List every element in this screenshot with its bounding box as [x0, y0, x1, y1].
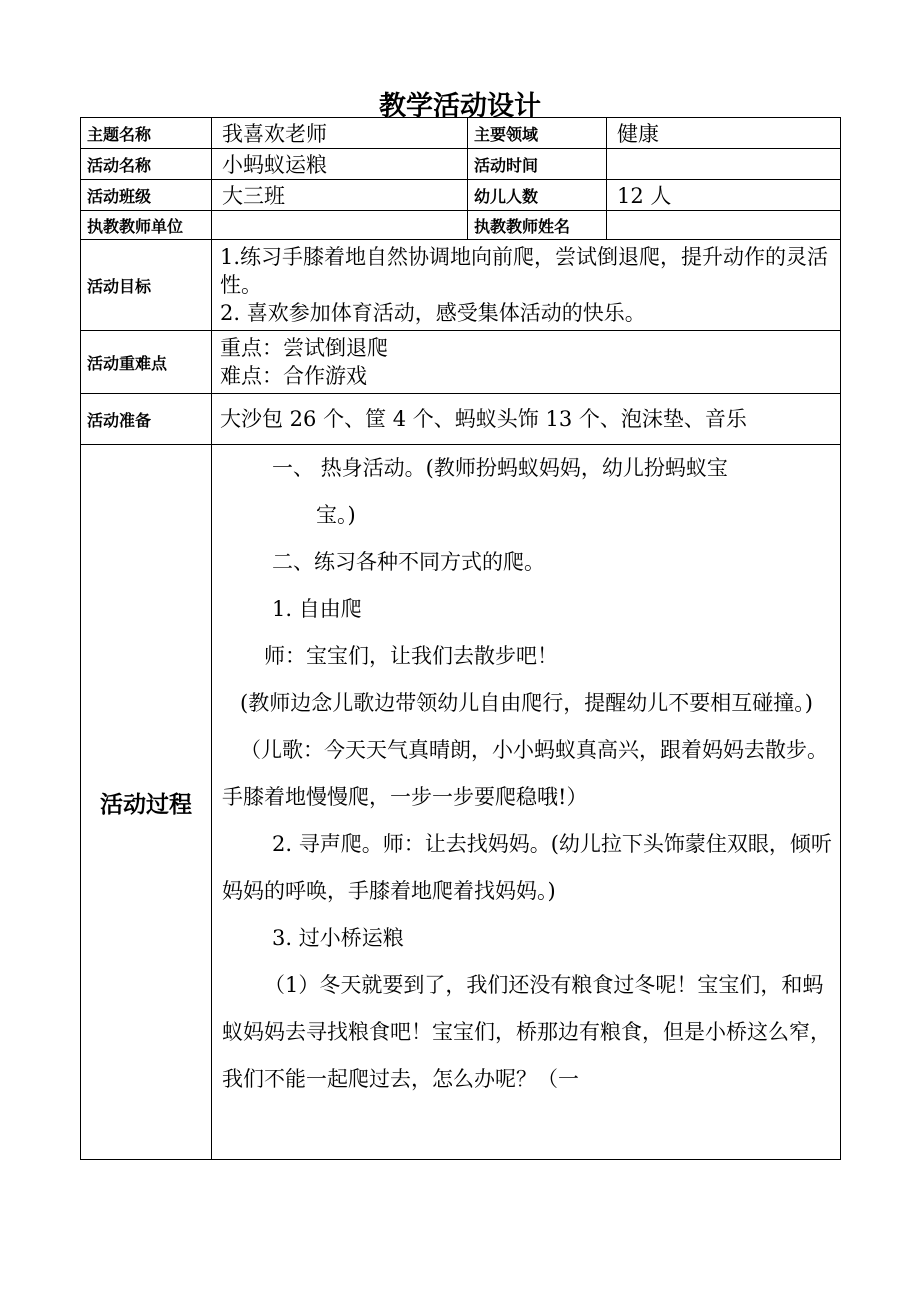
process-para-5: (教师边念儿歌边带领幼儿自由爬行，提醒幼儿不要相互碰撞。) — [240, 691, 813, 715]
process-cell — [212, 445, 841, 1160]
key-points-cell — [212, 331, 841, 394]
activity-name-label: 活动名称 — [81, 149, 212, 180]
teacher-name-value — [607, 211, 841, 240]
teacher-unit-label: 执教教师单位 — [81, 211, 212, 240]
goal-line-2: 2. 喜欢参加体育活动，感受集体活动的快乐。 — [220, 301, 646, 325]
process-label: 活动过程 — [81, 445, 212, 1160]
theme-label: 主题名称 — [81, 118, 212, 149]
key-points-label: 活动重难点 — [81, 331, 212, 394]
row-activity-name — [81, 149, 841, 180]
row-theme — [81, 118, 841, 149]
activity-name-value: 小蚂蚁运粮 — [212, 149, 468, 180]
process-para-8: 3. 过小桥运粮 — [272, 926, 404, 950]
process-para-9: （1）冬天就要到了，我们还没有粮食过冬呢！宝宝们，和蚂蚁妈妈去寻找粮食吧！宝宝们，桥那边有粮食，但是小桥这么窄，我们不能一起爬过去，怎么办呢？（一 — [222, 973, 831, 1091]
theme-value: 我喜欢老师 — [212, 118, 468, 149]
class-value: 大三班 — [212, 180, 468, 211]
process-para-1a: 一、 热身活动。(教师扮蚂蚁妈妈，幼儿扮蚂蚁宝 — [272, 456, 728, 480]
lesson-plan-table — [80, 117, 841, 1160]
goals-label: 活动目标 — [81, 240, 212, 331]
domain-value: 健康 — [607, 118, 841, 149]
domain-label: 主要领域 — [468, 118, 607, 149]
activity-time-value — [607, 149, 841, 180]
row-class — [81, 180, 841, 211]
process-para-6: （儿歌：今天天气真晴朗，小小蚂蚁真高兴，跟着妈妈去散步。手膝着地慢慢爬，一步一步要爬稳哦!） — [222, 738, 828, 809]
goal-line-1: 1.练习手膝着地自然协调地向前爬，尝试倒退爬，提升动作的灵活性。 — [220, 245, 829, 297]
row-goals — [81, 240, 841, 331]
preparation-value: 大沙包 26 个、筐 4 个、蚂蚁头饰 13 个、泡沫垫、音乐 — [212, 394, 841, 445]
kids-count-label: 幼儿人数 — [468, 180, 607, 211]
row-preparation — [81, 394, 841, 445]
teacher-name-label: 执教教师姓名 — [468, 211, 607, 240]
row-key-points — [81, 331, 841, 394]
process-para-2: 二、练习各种不同方式的爬。 — [272, 550, 545, 574]
activity-time-label: 活动时间 — [468, 149, 607, 180]
process-para-1b: 宝。) — [316, 503, 356, 527]
row-process — [81, 445, 841, 1160]
process-para-3: 1. 自由爬 — [272, 597, 362, 621]
page-title: 教学活动设计 — [379, 91, 541, 122]
key-point-line: 重点：尝试倒退爬 — [220, 336, 388, 360]
kids-count-value: 12 人 — [607, 180, 841, 211]
process-para-4: 师：宝宝们，让我们去散步吧！ — [264, 644, 558, 668]
teacher-unit-value — [212, 211, 468, 240]
preparation-label: 活动准备 — [81, 394, 212, 445]
difficulty-line: 难点：合作游戏 — [220, 364, 367, 388]
row-teacher — [81, 211, 841, 240]
goals-cell — [212, 240, 841, 331]
class-label: 活动班级 — [81, 180, 212, 211]
process-para-7: 2. 寻声爬。师：让去找妈妈。(幼儿拉下头饰蒙住双眼，倾听妈妈的呼唤，手膝着地爬着找妈妈。) — [222, 832, 832, 903]
